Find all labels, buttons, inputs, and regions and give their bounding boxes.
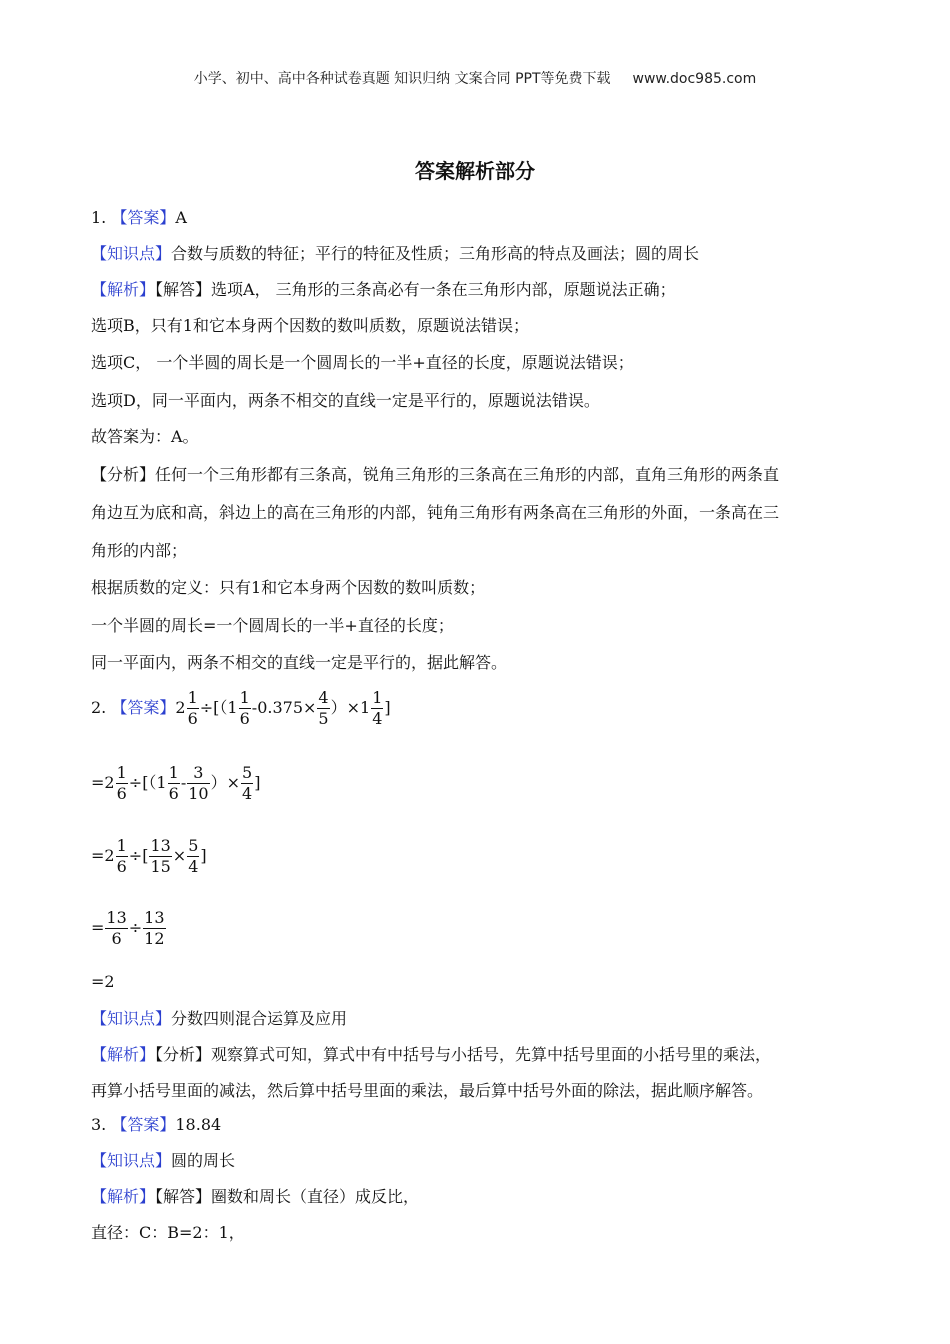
q3-number: 3. [91, 1115, 107, 1134]
q2-knowledge-line [91, 1008, 861, 1030]
q2-s1-a: 2 [175, 698, 186, 717]
header-text: 小学、初中、高中各种试卷真题 知识归纳 文案合同 PPT等免费下载 [193, 71, 611, 87]
fraction [187, 763, 209, 804]
fraction [116, 836, 128, 877]
denominator: 6 [116, 784, 127, 803]
q2-s2-b: ÷[（1 [128, 773, 167, 792]
q3-answer-line [91, 1114, 861, 1136]
analysis-tag: 【解析】 [91, 1187, 156, 1206]
header-url[interactable]: www.doc985.com [632, 71, 757, 87]
fraction [168, 763, 180, 804]
knowledge-tag: 【知识点】 [91, 1009, 172, 1028]
q2-s1-d: ）×1 [330, 698, 371, 717]
fraction [317, 688, 329, 729]
numerator: 1 [116, 763, 127, 782]
answer-tag: 【答案】 [111, 208, 176, 227]
q1-solution-line-2: 选项B，只有1和它本身两个因数的数叫质数，原题说法错误； [91, 316, 529, 335]
q1-knowledge-line [91, 243, 861, 265]
q2-number: 2. [91, 698, 107, 717]
numerator: 1 [187, 688, 198, 707]
answer-tag: 【答案】 [111, 698, 176, 717]
q1-analysis-line-2: 角边互为底和高，斜边上的高在三角形的内部，钝角三角形有两条高在三角形的外面，一条高在三 [91, 503, 780, 522]
q2-analysis-text-1: 观察算式可知，算式中有中括号与小括号，先算中括号里面的小括号里的乘法， [211, 1045, 772, 1064]
q2-s1-b: ÷[（1 [199, 698, 238, 717]
q1-solution-line-3: 选项C， 一个半圆的周长是一个圆周长的一半+直径的长度，原题说法错误； [91, 353, 634, 372]
q3-solution-line-2: 直径：C：B=2：1， [91, 1223, 245, 1242]
numerator: 5 [242, 763, 253, 782]
fraction [143, 908, 165, 949]
numerator: 1 [372, 688, 383, 707]
q2-s3-a: =2 [91, 846, 115, 865]
q3-solution-line-1 [91, 1186, 861, 1208]
numerator: 13 [106, 908, 127, 927]
numerator: 13 [144, 908, 165, 927]
denominator: 6 [239, 709, 250, 728]
fraction [149, 836, 171, 877]
denominator: 6 [187, 709, 198, 728]
denominator: 5 [318, 709, 329, 728]
page-title: 答案解析部分 [415, 159, 535, 183]
q2-s2-d: ）× [210, 773, 240, 792]
numerator: 3 [187, 763, 209, 784]
denominator: 6 [116, 857, 127, 876]
knowledge-tag: 【知识点】 [91, 1151, 172, 1170]
denominator: 6 [168, 784, 179, 803]
fraction [187, 836, 199, 877]
solution-tag: 【解答】 [155, 1187, 212, 1206]
q3-knowledge: 圆的周长 [171, 1151, 236, 1170]
fraction [116, 763, 128, 804]
q3-knowledge-line [91, 1150, 861, 1172]
q1-analysis-line-3: 角形的内部； [91, 541, 188, 560]
numerator: 13 [150, 836, 171, 855]
q2-s1-c: -0.375× [251, 698, 317, 717]
numerator: 1 [239, 688, 250, 707]
q1-answer-line [91, 207, 861, 229]
page-header [0, 68, 950, 88]
answer-tag: 【答案】 [111, 1115, 176, 1134]
q1-analysis-line-4: 根据质数的定义：只有1和它本身两个因数的数叫质数； [91, 578, 486, 597]
q2-step-4 [91, 908, 167, 949]
q2-s3-d: ] [200, 846, 207, 865]
q1-answer: A [175, 208, 187, 227]
denominator: 10 [188, 784, 209, 803]
q2-s3-b: ÷[ [128, 846, 149, 865]
q3-answer: 18.84 [175, 1115, 222, 1134]
q1-analysis-text-1: 任何一个三角形都有三条高，锐角三角形的三条高在三角形的内部，直角三角形的两条直 [155, 465, 780, 484]
analyze-tag: 【分析】 [155, 1045, 212, 1064]
q2-s4-a: = [91, 918, 105, 937]
q2-s2-c: - [180, 773, 187, 792]
fraction [241, 763, 253, 804]
numerator: 5 [188, 836, 199, 855]
q2-step-3 [91, 836, 207, 877]
solution-tag: 【解答】 [155, 280, 212, 299]
q3-solution-text-1: 圈数和周长（直径）成反比， [211, 1187, 420, 1206]
numerator: 1 [168, 763, 179, 782]
q1-analysis-line-1 [91, 464, 861, 486]
analysis-tag: 【解析】 [91, 280, 156, 299]
denominator: 4 [242, 784, 253, 803]
q2-step-1 [91, 688, 391, 729]
numerator: 1 [116, 836, 127, 855]
q1-solution-line-5: 故答案为：A。 [91, 427, 199, 446]
numerator: 4 [318, 688, 329, 707]
fraction [187, 688, 199, 729]
q2-step-5: =2 [91, 972, 115, 991]
q1-number: 1. [91, 208, 107, 227]
q1-analysis-line-5: 一个半圆的周长=一个圆周长的一半+直径的长度； [91, 616, 454, 635]
analysis-tag: 【解析】 [91, 1045, 156, 1064]
denominator: 12 [144, 929, 165, 948]
q2-s2-a: =2 [91, 773, 115, 792]
q1-solution-line-4: 选项D，同一平面内，两条不相交的直线一定是平行的，原题说法错误。 [91, 391, 600, 410]
q1-analysis-line-6: 同一平面内，两条不相交的直线一定是平行的，据此解答。 [91, 653, 508, 672]
denominator: 4 [372, 709, 383, 728]
q1-solution-line-1 [91, 279, 861, 301]
q2-s1-e: ] [384, 698, 391, 717]
analyze-tag: 【分析】 [91, 465, 156, 484]
denominator: 4 [188, 857, 199, 876]
q1-knowledge: 合数与质数的特征；平行的特征及性质；三角形高的特点及画法；圆的周长 [171, 244, 700, 263]
q2-analysis-line-1 [91, 1044, 861, 1066]
denominator: 15 [150, 857, 171, 876]
q2-s2-e: ] [254, 773, 261, 792]
q1-solution-text-1: 选项A， 三角形的三条高必有一条在三角形内部，原题说法正确； [211, 280, 676, 299]
q2-knowledge: 分数四则混合运算及应用 [171, 1009, 348, 1028]
q2-step-2 [91, 763, 260, 804]
q2-s3-c: × [172, 846, 187, 865]
fraction [105, 908, 127, 949]
q2-analysis-line-2: 再算小括号里面的减法，然后算中括号里面的乘法，最后算中括号外面的除法，据此顺序解答。 [91, 1081, 764, 1100]
q2-s4-b: ÷ [128, 918, 143, 937]
denominator: 6 [111, 929, 122, 948]
fraction [239, 688, 251, 729]
knowledge-tag: 【知识点】 [91, 244, 172, 263]
fraction [371, 688, 383, 729]
